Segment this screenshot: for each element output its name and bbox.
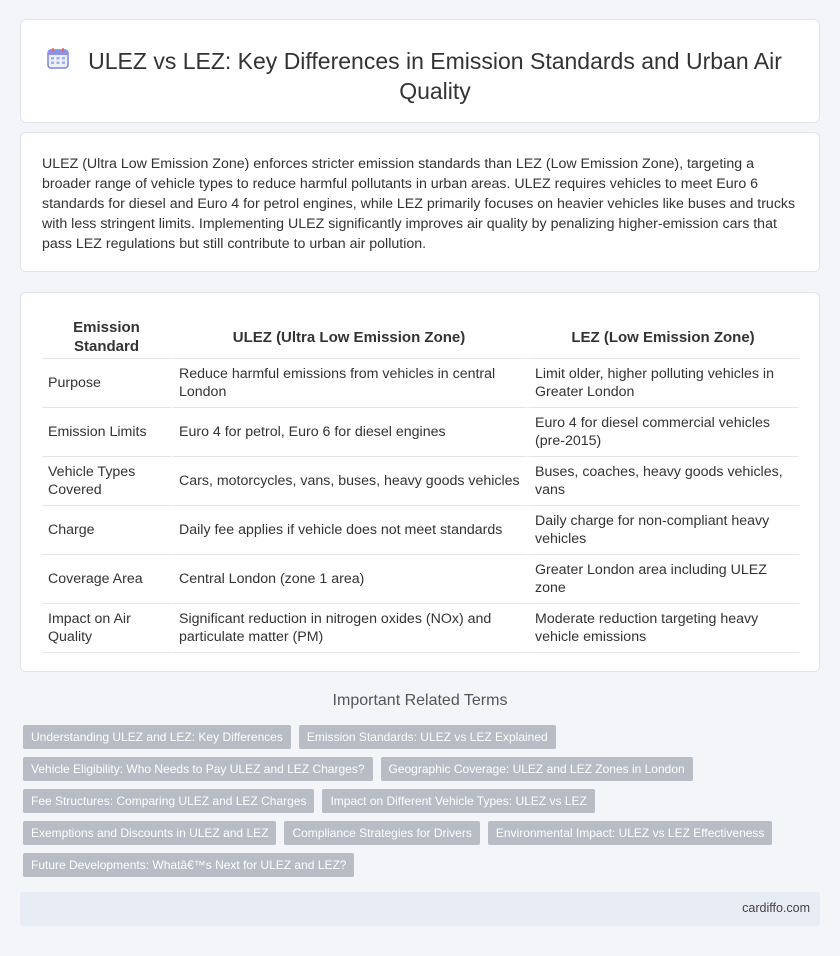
table-cell: Buses, coaches, heavy goods vehicles, vans [527, 456, 799, 505]
related-term-link[interactable]: Fee Structures: Comparing ULEZ and LEZ Charges [23, 789, 314, 813]
table-row [42, 456, 799, 505]
footer [20, 892, 820, 926]
comparison-table-card [20, 292, 820, 672]
related-term-link[interactable]: Understanding ULEZ and LEZ: Key Differences [23, 725, 291, 749]
table-row [42, 358, 799, 407]
table-cell: Central London (zone 1 area) [171, 554, 527, 603]
table-cell: Purpose [42, 358, 171, 407]
table-row [42, 603, 799, 653]
table-cell: Euro 4 for petrol, Euro 6 for diesel engines [171, 407, 527, 456]
table-row [42, 554, 799, 603]
table-cell: Charge [42, 505, 171, 554]
column-header: ULEZ (Ultra Low Emission Zone) [232, 328, 466, 346]
related-terms-heading: Important Related Terms [332, 692, 508, 709]
related-term-link[interactable]: Impact on Different Vehicle Types: ULEZ vs LEZ [322, 789, 594, 813]
table-cell: Moderate reduction targeting heavy vehicle emissions [527, 603, 799, 653]
table-header-row [42, 314, 799, 358]
table-cell: Impact on Air Quality [42, 603, 171, 653]
table-cell: Daily fee applies if vehicle does not meet standards [171, 505, 527, 554]
summary-text: ULEZ (Ultra Low Emission Zone) enforces stricter emission standards than LEZ (Low Emission Zone), targeting a broader range of vehicle types to reduce harmful pollutants in urban areas. ULEZ requires vehicles to meet Euro 6 standards for diesel and Euro 4 for petrol engines, while LEZ primarily focuses on heavier vehicles like buses and trucks with less stringent limits. Implementing ULEZ significantly improves air quality by penalizing higher-emission cars that pass LEZ regulations but still contribute to urban air pollution. [42, 156, 796, 252]
table-cell: Emission Limits [42, 407, 171, 456]
related-term-link[interactable]: Future Developments: Whatâ€™s Next for ULEZ and LEZ? [23, 853, 354, 877]
column-header: Emission Standard [73, 319, 140, 355]
table-cell: Significant reduction in nitrogen oxides (NOx) and particulate matter (PM) [171, 603, 527, 653]
related-term-link[interactable]: Exemptions and Discounts in ULEZ and LEZ [23, 821, 276, 845]
related-terms-list [23, 725, 803, 877]
table-row [42, 505, 799, 554]
table-cell: Euro 4 for diesel commercial vehicles (pre-2015) [527, 407, 799, 456]
related-term-link[interactable]: Geographic Coverage: ULEZ and LEZ Zones in London [381, 757, 693, 781]
table-row [42, 407, 799, 456]
table-cell: Coverage Area [42, 554, 171, 603]
related-term-link[interactable]: Compliance Strategies for Drivers [284, 821, 479, 845]
footer-site-link[interactable]: cardiffo.com [742, 901, 810, 915]
related-term-link[interactable]: Emission Standards: ULEZ vs LEZ Explained [299, 725, 556, 749]
related-term-link[interactable]: Vehicle Eligibility: Who Needs to Pay ULEZ and LEZ Charges? [23, 757, 373, 781]
related-term-link[interactable]: Environmental Impact: ULEZ vs LEZ Effectiveness [488, 821, 773, 845]
table-cell: Reduce harmful emissions from vehicles in central London [171, 358, 527, 407]
table-cell: Limit older, higher polluting vehicles in Greater London [527, 358, 799, 407]
table-cell: Greater London area including ULEZ zone [527, 554, 799, 603]
page-title: ULEZ vs LEZ: Key Differences in Emission Standards and Urban Air Quality [88, 48, 782, 104]
comparison-table [42, 314, 799, 653]
column-header: LEZ (Low Emission Zone) [571, 328, 755, 346]
table-cell: Cars, motorcycles, vans, buses, heavy goods vehicles [171, 456, 527, 505]
table-cell: Vehicle Types Covered [42, 456, 171, 505]
table-cell: Daily charge for non-compliant heavy vehicles [527, 505, 799, 554]
summary-card [20, 132, 820, 272]
title-card [20, 19, 820, 123]
